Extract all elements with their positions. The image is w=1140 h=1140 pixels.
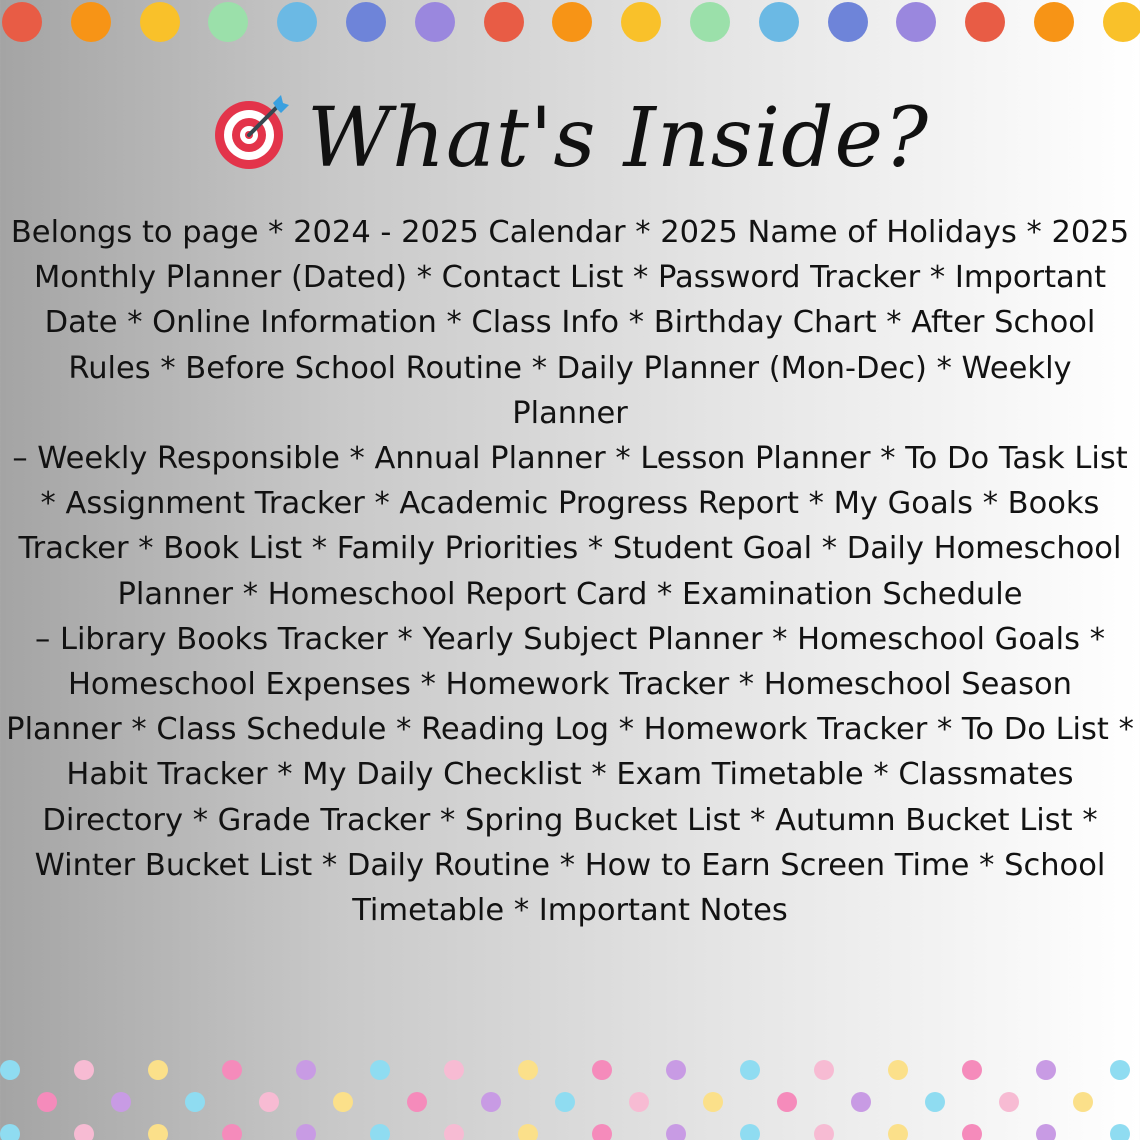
- decorative-dot: [621, 2, 661, 42]
- contents-paragraph: Belongs to page * 2024 - 2025 Calendar * 2025 Name of Holidays * 2025 Monthly Planner (Dated) * Contact List * Password Tracker * Important Date * Online Information * Class Info * Birthday Chart * After School Rules * Before School Routine * Daily Planner (Mon-Dec) * Weekly Planner: [10, 215, 1130, 431]
- confetti-dot: [518, 1060, 538, 1080]
- confetti-dot: [74, 1124, 94, 1140]
- confetti-dot: [185, 1092, 205, 1112]
- confetti-dot: [1036, 1060, 1056, 1080]
- confetti-dot: [1110, 1124, 1130, 1140]
- confetti-dot: [481, 1092, 501, 1112]
- confetti-dot: [0, 1060, 20, 1080]
- confetti-dot: [962, 1124, 982, 1140]
- confetti-dot: [370, 1060, 390, 1080]
- confetti-dot: [666, 1060, 686, 1080]
- confetti-dot: [1036, 1124, 1056, 1140]
- decorative-dot: [208, 2, 248, 42]
- confetti-dot: [407, 1092, 427, 1112]
- confetti-dot: [592, 1124, 612, 1140]
- confetti-dot: [444, 1060, 464, 1080]
- confetti-dot: [962, 1060, 982, 1080]
- confetti-dot: [999, 1092, 1019, 1112]
- confetti-dot: [296, 1124, 316, 1140]
- confetti-dot: [629, 1092, 649, 1112]
- confetti-dot: [555, 1092, 575, 1112]
- confetti-dot: [111, 1092, 131, 1112]
- confetti-dot: [592, 1060, 612, 1080]
- contents-paragraph: – Weekly Responsible * Annual Planner * Lesson Planner * To Do Task List * Assignment Tracker * Academic Progress Report * My Goals * Books Tracker * Book List * Family Priorities * Student Goal * Daily Homeschool Planner * Homeschool Report Card * Examination Schedule: [12, 441, 1128, 612]
- confetti-dot: [259, 1092, 279, 1112]
- confetti-dot: [74, 1060, 94, 1080]
- confetti-dot: [814, 1124, 834, 1140]
- decorative-dot: [828, 2, 868, 42]
- decorative-dot: [484, 2, 524, 42]
- confetti-dot: [925, 1092, 945, 1112]
- decorative-dot: [415, 2, 455, 42]
- confetti-dot: [222, 1124, 242, 1140]
- decorative-dot: [1103, 2, 1140, 42]
- decorative-dot: [71, 2, 111, 42]
- decorative-dot: [690, 2, 730, 42]
- confetti-dot: [777, 1092, 797, 1112]
- confetti-dot: [1073, 1092, 1093, 1112]
- confetti-dot: [518, 1124, 538, 1140]
- confetti-dot: [740, 1124, 760, 1140]
- confetti-dot: [148, 1124, 168, 1140]
- decorative-dot: [346, 2, 386, 42]
- confetti-dot: [296, 1060, 316, 1080]
- confetti-dot: [148, 1060, 168, 1080]
- decorative-dot: [965, 2, 1005, 42]
- decorative-dot: [2, 2, 42, 42]
- decorative-dot: [896, 2, 936, 42]
- confetti-dot: [740, 1060, 760, 1080]
- confetti-dot: [370, 1124, 390, 1140]
- decorative-dot: [759, 2, 799, 42]
- bottom-dot-border: [0, 1052, 1140, 1140]
- confetti-dot: [888, 1124, 908, 1140]
- confetti-dot: [37, 1092, 57, 1112]
- confetti-dot: [851, 1092, 871, 1112]
- confetti-dot: [814, 1060, 834, 1080]
- decorative-dot: [277, 2, 317, 42]
- contents-paragraph: – Library Books Tracker * Yearly Subject Planner * Homeschool Goals * Homeschool Expenses * Homework Tracker * Homeschool Season Planner * Class Schedule * Reading Log * Homework Tracker * To Do List * Habit Tracker * My Daily Checklist * Exam Timetable * Classmates Directory * Grade Tracker * Spring Bucket List * Autumn Bucket List * Winter Bucket List * Daily Routine * How to Earn Screen Time * School Timetable * Important Notes: [6, 621, 1134, 929]
- target-dart-icon: [211, 93, 291, 173]
- confetti-dot: [222, 1060, 242, 1080]
- confetti-dot: [888, 1060, 908, 1080]
- confetti-dot: [444, 1124, 464, 1140]
- decorative-dot: [1034, 2, 1074, 42]
- confetti-dot: [703, 1092, 723, 1112]
- contents-list: [6, 210, 1134, 933]
- decorative-dot: [552, 2, 592, 42]
- page-title: What's Inside?: [306, 90, 930, 186]
- confetti-dot: [666, 1124, 686, 1140]
- confetti-dot: [1110, 1060, 1130, 1080]
- heading: [0, 78, 1140, 198]
- decorative-dot: [140, 2, 180, 42]
- confetti-dot: [333, 1092, 353, 1112]
- confetti-dot: [0, 1124, 20, 1140]
- top-dot-border: [0, 0, 1140, 46]
